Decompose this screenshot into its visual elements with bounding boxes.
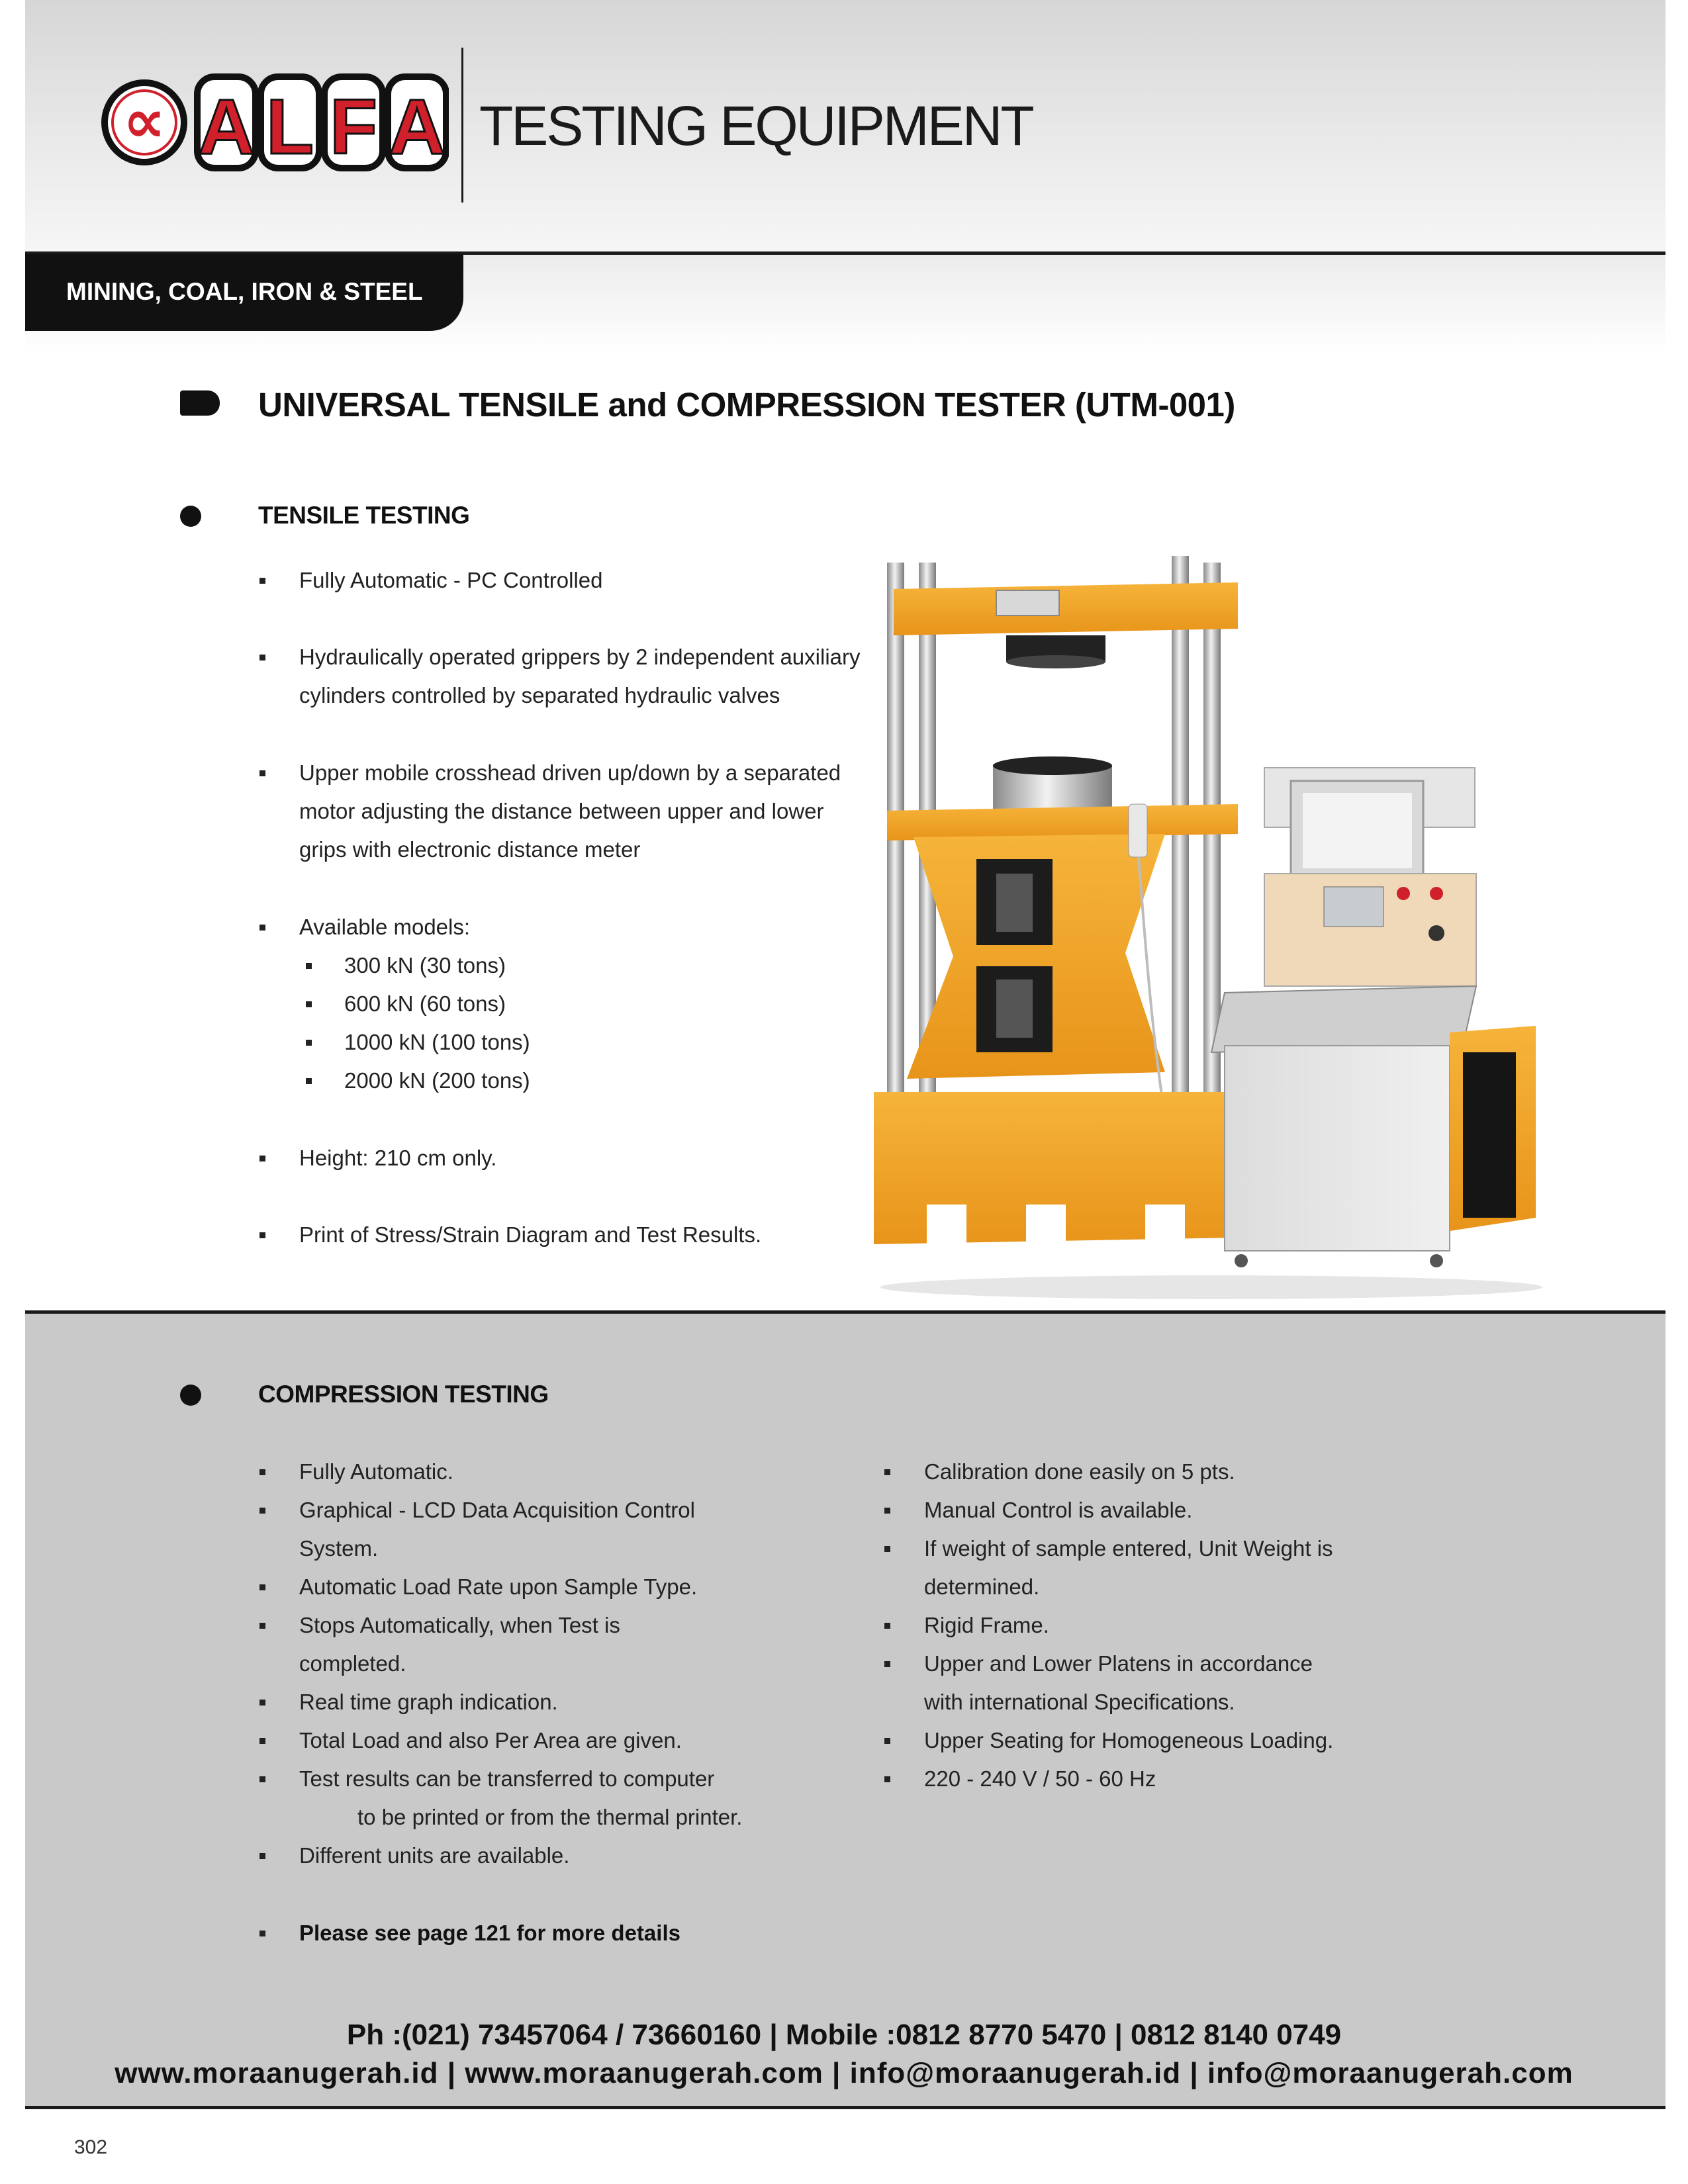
bullet-icon xyxy=(259,1156,265,1161)
bullet-icon xyxy=(884,1508,890,1514)
list-item: with international Specifications. xyxy=(924,1690,1235,1714)
sub-bullet-icon xyxy=(306,1078,312,1084)
list-item: Total Load and also Per Area are given. xyxy=(299,1728,682,1752)
note-bullet-icon xyxy=(259,1931,265,1936)
list-item: Stops Automatically, when Test is xyxy=(299,1613,620,1637)
list-item: Fully Automatic - PC Controlled xyxy=(299,568,603,592)
logo-letter-a2 xyxy=(388,77,446,171)
list-item: Print of Stress/Strain Diagram and Test Results. xyxy=(299,1222,762,1247)
list-item: determined. xyxy=(924,1574,1040,1599)
tensile-bullet-icon xyxy=(180,506,201,527)
contact-phone: Ph :(021) 73457064 / 73660160 | Mobile :0812 8770 5470 | 0812 8140 0749 xyxy=(346,2019,1342,2051)
list-item: Upper and Lower Platens in accordance xyxy=(924,1651,1313,1676)
svg-text:F: F xyxy=(329,83,378,171)
sub-bullet-icon xyxy=(306,963,312,969)
list-item: Available models: xyxy=(299,915,471,939)
bullet-icon xyxy=(259,1232,265,1238)
list-item: completed. xyxy=(299,1651,406,1676)
compression-bullet-icon xyxy=(180,1385,201,1406)
tensile-heading: TENSILE TESTING xyxy=(258,502,470,529)
model-item: 1000 kN (100 tons) xyxy=(344,1030,530,1054)
list-item: Upper Seating for Homogeneous Loading. xyxy=(924,1728,1334,1752)
category-label: MINING, COAL, IRON & STEEL xyxy=(66,278,423,305)
brand-tagline: TESTING EQUIPMENT xyxy=(479,95,1033,157)
bullet-icon xyxy=(259,770,265,776)
list-item: Height: 210 cm only. xyxy=(299,1146,497,1170)
page-number: 302 xyxy=(74,2136,108,2158)
sub-bullet-icon xyxy=(306,1001,312,1007)
utm-machine-image xyxy=(867,543,1562,1304)
bullet-icon xyxy=(259,1469,265,1475)
bullet-icon xyxy=(259,1853,265,1859)
list-item: Test results can be transferred to computer xyxy=(299,1766,715,1791)
logo-letter-f xyxy=(324,77,383,171)
bullet-icon xyxy=(259,1738,265,1744)
list-item: Fully Automatic. xyxy=(299,1459,453,1484)
list-item: Real time graph indication. xyxy=(299,1690,558,1714)
list-item: Upper mobile crosshead driven up/down by a separated xyxy=(299,760,841,785)
bullet-icon xyxy=(259,578,265,584)
bullet-icon xyxy=(884,1546,890,1552)
list-item: Calibration done easily on 5 pts. xyxy=(924,1459,1235,1484)
footer-rule xyxy=(25,2106,1665,2109)
title-marker-icon xyxy=(180,390,220,416)
product-title: UNIVERSAL TENSILE and COMPRESSION TESTER (UTM-001) xyxy=(258,386,1235,424)
list-item: 220 - 240 V / 50 - 60 Hz xyxy=(924,1766,1156,1791)
bullet-icon xyxy=(884,1623,890,1629)
model-item: 300 kN (30 tons) xyxy=(344,953,506,978)
list-item: motor adjusting the distance between upper and lower xyxy=(299,799,824,823)
compression-panel xyxy=(25,1314,1665,2108)
logo-letter-l xyxy=(261,77,319,171)
bullet-icon xyxy=(259,1508,265,1514)
bullet-icon xyxy=(259,655,265,660)
sub-bullet-icon xyxy=(306,1040,312,1046)
list-item: Different units are available. xyxy=(299,1843,570,1868)
compression-heading: COMPRESSION TESTING xyxy=(258,1381,549,1408)
list-item: Automatic Load Rate upon Sample Type. xyxy=(299,1574,698,1599)
list-item: If weight of sample entered, Unit Weight is xyxy=(924,1536,1333,1561)
bullet-icon xyxy=(259,1776,265,1782)
list-item: System. xyxy=(299,1536,379,1561)
svg-text:A: A xyxy=(198,83,255,171)
list-item: Graphical - LCD Data Acquisition Control xyxy=(299,1498,695,1522)
list-item: Hydraulically operated grippers by 2 independent auxiliary xyxy=(299,645,861,669)
alfa-logo xyxy=(101,71,449,173)
list-item: Rigid Frame. xyxy=(924,1613,1049,1637)
page-reference-note: Please see page 121 for more details xyxy=(299,1921,680,1945)
model-item: 2000 kN (200 tons) xyxy=(344,1068,530,1093)
list-item: to be printed or from the thermal printer. xyxy=(357,1805,743,1829)
logo-symbol: ∝ xyxy=(122,87,166,156)
bullet-icon xyxy=(259,1700,265,1706)
list-item: Manual Control is available. xyxy=(924,1498,1193,1522)
model-item: 600 kN (60 tons) xyxy=(344,991,506,1016)
bullet-icon xyxy=(259,1623,265,1629)
bullet-icon xyxy=(884,1738,890,1744)
bullet-icon xyxy=(884,1776,890,1782)
logo-letter-a1 xyxy=(197,77,256,171)
bullet-icon xyxy=(884,1661,890,1667)
bullet-icon xyxy=(259,925,265,931)
bullet-icon xyxy=(259,1584,265,1590)
svg-text:L: L xyxy=(265,83,314,171)
logo-divider xyxy=(461,48,463,203)
list-item: grips with electronic distance meter xyxy=(299,837,641,862)
contact-web-email: www.moraanugerah.id | www.moraanugerah.com | info@moraanugerah.id | info@moraanugerah.com xyxy=(115,2057,1573,2089)
bullet-icon xyxy=(884,1469,890,1475)
svg-text:A: A xyxy=(389,83,445,171)
list-item: cylinders controlled by separated hydraulic valves xyxy=(299,683,780,707)
